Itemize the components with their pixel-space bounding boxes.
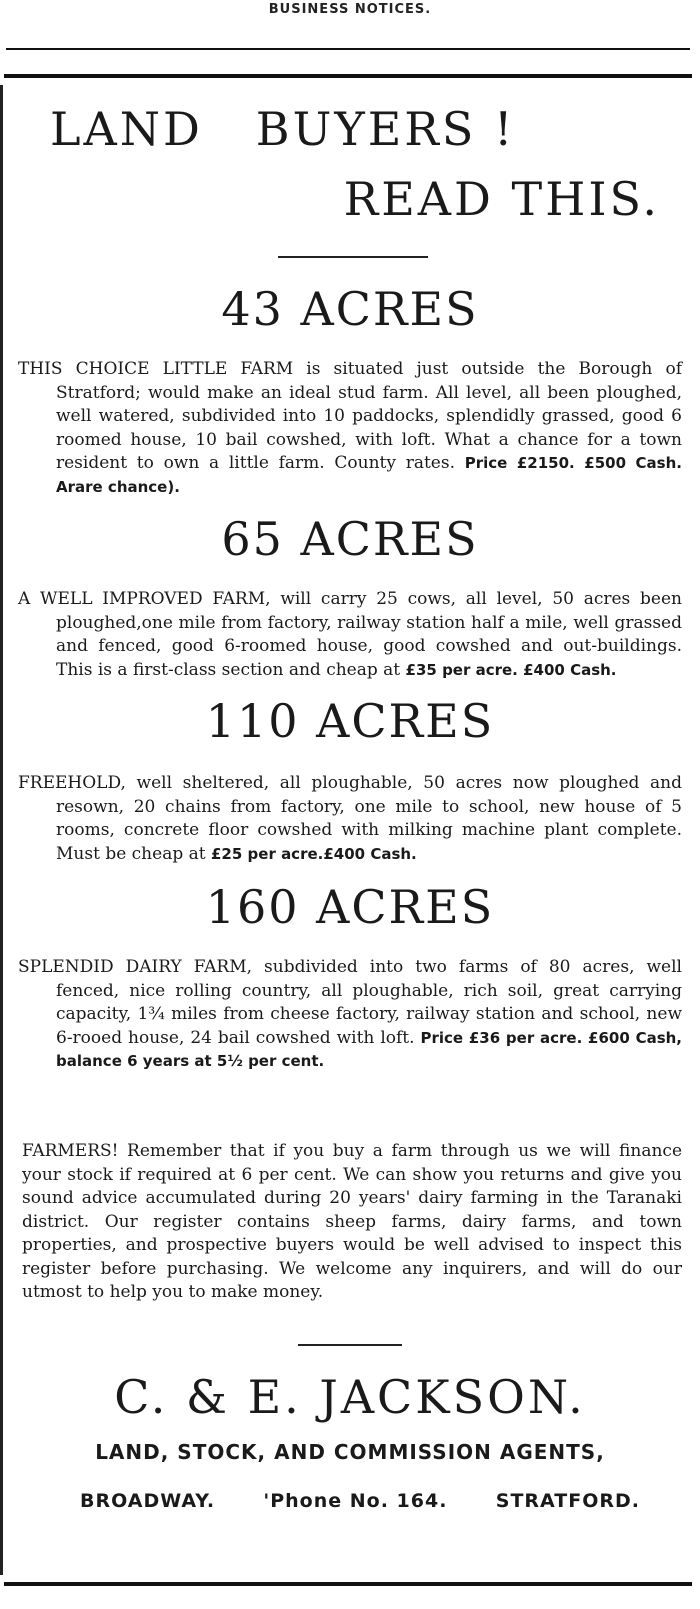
listing-body: well sheltered, all ploughable, 50 acres now ploughed and resown, 20 chains from factory, one mile to school, new house of 5 rooms, concrete floor cowshed with milking machine plant complete. Must be cheap at (56, 773, 682, 864)
firm-tagline: LAND, STOCK, AND COMMISSION AGENTS, (95, 1440, 605, 1464)
listing-price: £25 per acre.£400 Cash. (211, 844, 417, 863)
listing-price: Price £2150. £500 Cash. Arare chance). (56, 454, 682, 496)
firm-name: C. & E. JACKSON. (114, 1370, 586, 1424)
listing-title: 110 ACRES (205, 694, 495, 748)
farmers-notice: FARMERS! Remember that if you buy a farm through us we will finance your stock if required at 6 per cent. We can show you returns and give you sound advice accumulated during 20 years' dairy farming in the Taranaki district. Our register contains sheep farms, dairy farms, and town properties, and prospective buyers would be well advised to inspect this register before purchasing. We welcome any inquirers, and will do our utmost to help you to make money. (22, 1141, 682, 1302)
listing-body: is situated just outside the Borough of Stratford; would make an ideal stud farm. All level, all been ploughed, well watered, subdivided into 10 paddocks, splendidly grassed, good 6 roomed house, 10 bail cowshed, with loft. What a chance for a town resident to own a little farm. County rates. (56, 359, 682, 473)
listing-lead: THIS CHOICE LITTLE FARM (18, 359, 294, 379)
listing-description (18, 358, 682, 499)
listing-title: 43 ACRES (221, 282, 479, 336)
listing-title: 65 ACRES (221, 512, 479, 566)
listing-price: Price £36 per acre. £600 Cash, balance 6 years at 5½ per cent. (56, 1028, 682, 1070)
headline-land-buyers: LAND BUYERS ! (50, 102, 516, 156)
listing-description (18, 772, 682, 866)
phone-number: 'Phone No. 164. (263, 1490, 448, 1512)
listing-title: 160 ACRES (205, 880, 495, 934)
listing-description (18, 588, 682, 682)
headline-read-this: READ THIS. (343, 172, 660, 226)
divider-rule (278, 256, 428, 258)
top-rule (6, 48, 690, 50)
town: STRATFORD. (495, 1490, 640, 1512)
listing-lead: A WELL IMPROVED FARM, (18, 589, 271, 609)
firm-address (80, 1490, 640, 1512)
heavy-rule-top (4, 74, 692, 78)
street: BROADWAY. (80, 1490, 216, 1512)
listing-lead: FREEHOLD, (18, 773, 126, 793)
listing-lead: SPLENDID DAIRY FARM, (18, 957, 252, 977)
listing-description (18, 956, 682, 1074)
divider-rule (298, 1344, 402, 1346)
section-header: BUSINESS NOTICES. (268, 2, 432, 17)
listing-price: £35 per acre. £400 Cash. (405, 660, 617, 679)
listing-body: subdivided into two farms of 80 acres, well fenced, nice rolling country, all ploughable, rich soil, great carrying capacity, 1¾ miles from cheese factory, railway station and school, new 6-rooed house, 24 bail cowshed with loft. (56, 957, 682, 1048)
listing-body: will carry 25 cows, all level, 50 acres been ploughed,one mile from factory, railway station half a mile, well grassed and fenced, good 6-roomed house, good cowshed and out-buildings. This is a first-class section and cheap at (56, 589, 682, 680)
heavy-rule-bottom (4, 1582, 692, 1586)
